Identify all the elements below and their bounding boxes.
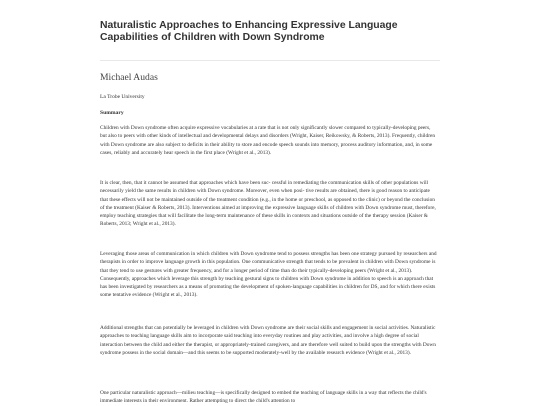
paragraph-4: Additional strengths that can potentially be leveraged in children with Down syndrome are their social skills and engagement in social activities. Naturalistic approaches to teaching language skills aim to incorporate said teaching into everyday routines and play activities, and involve a high degree of social interaction between the child and either the therapist, or appropriately-trained caregivers, and are therefore well suited to build upon the strengths with Down syndrome possess in the social domain—and this seems to be supported moderately-well by the available research evidence (Wright et al., 2013).: [100, 325, 436, 356]
author-affiliation: La Trobe University: [100, 94, 145, 100]
section-heading-summary: Summary: [100, 110, 124, 116]
paragraph-5: One particular naturalistic approach—milieu teaching—is specifically designed to embed the teaching of language skills in a way that reflects the child's immediate interests in their environment. Rather attempting to direct the child's attention to: [100, 390, 427, 405]
paragraph-3: Leveraging those areas of communication in which children with Down syndrome tend to possess strengths has been one strategy pursued by researchers and therapists in order to improve language growth in this population. One communicative strength that tends to be prevalent in children with Down syndrome is that they tend to use gestures with greater frequency, and for a longer period of time than do their typically-developing peers (Wright et al., 2013). Consequently, approaches which leverage this strength by teaching gestural signs to children with Down syndrome in addition to speech is an approach that has been investigated by researchers as a means of promoting the development of spoken-language capabilities in children for DS, and for which there exists some tentative evidence (Wright et al., 2013).: [100, 251, 437, 299]
title-divider: [100, 60, 440, 61]
paragraph-2: It is clear, then, that it cannot be assumed that approaches which have been suc- cessful in remediating the communication skills of other populations will necessarily yield the same results in children with Down syndrome. Moreover, even when posi- tive results are obtained, there is good reason to anticipate that these effects will not be maintained outside of the treatment condition (e.g., in the home or preschool, as opposed to the clinic) or beyond the conclusion of the treatment (Kaiser & Roberts, 2013). Interventions aimed at improving the expressive language skills of children with Down syndrome must, therefore, employ teaching strategies that will facilitate the long-term maintenance of these skills in contexts and situations outside of the therapy session (Kaiser & Roberts, 2013; Wright et al., 2013).: [100, 180, 436, 228]
author-name: Michael Audas: [100, 72, 158, 83]
paragraph-1: Children with Down syndrome often acquire expressive vocabularies at a rate that is not only significantly slower compared to typically-developing peers, but also to peers with other kinds of intellectual and developmental delays and disorders (Wright, Kaiser, Reikowsky, & Roberts, 2013). Frequently, children with Down syndrome are also subject to deficits in their ability to store and encode speech sounds into memory, process auditory information, and, in some cases, reliably and accurately hear speech in the first place (Wright et al., 2013).: [100, 125, 436, 156]
paper-title: Naturalistic Approaches to Enhancing Expressive Language Capabilities of Children with Down Syndrome: [100, 20, 398, 43]
